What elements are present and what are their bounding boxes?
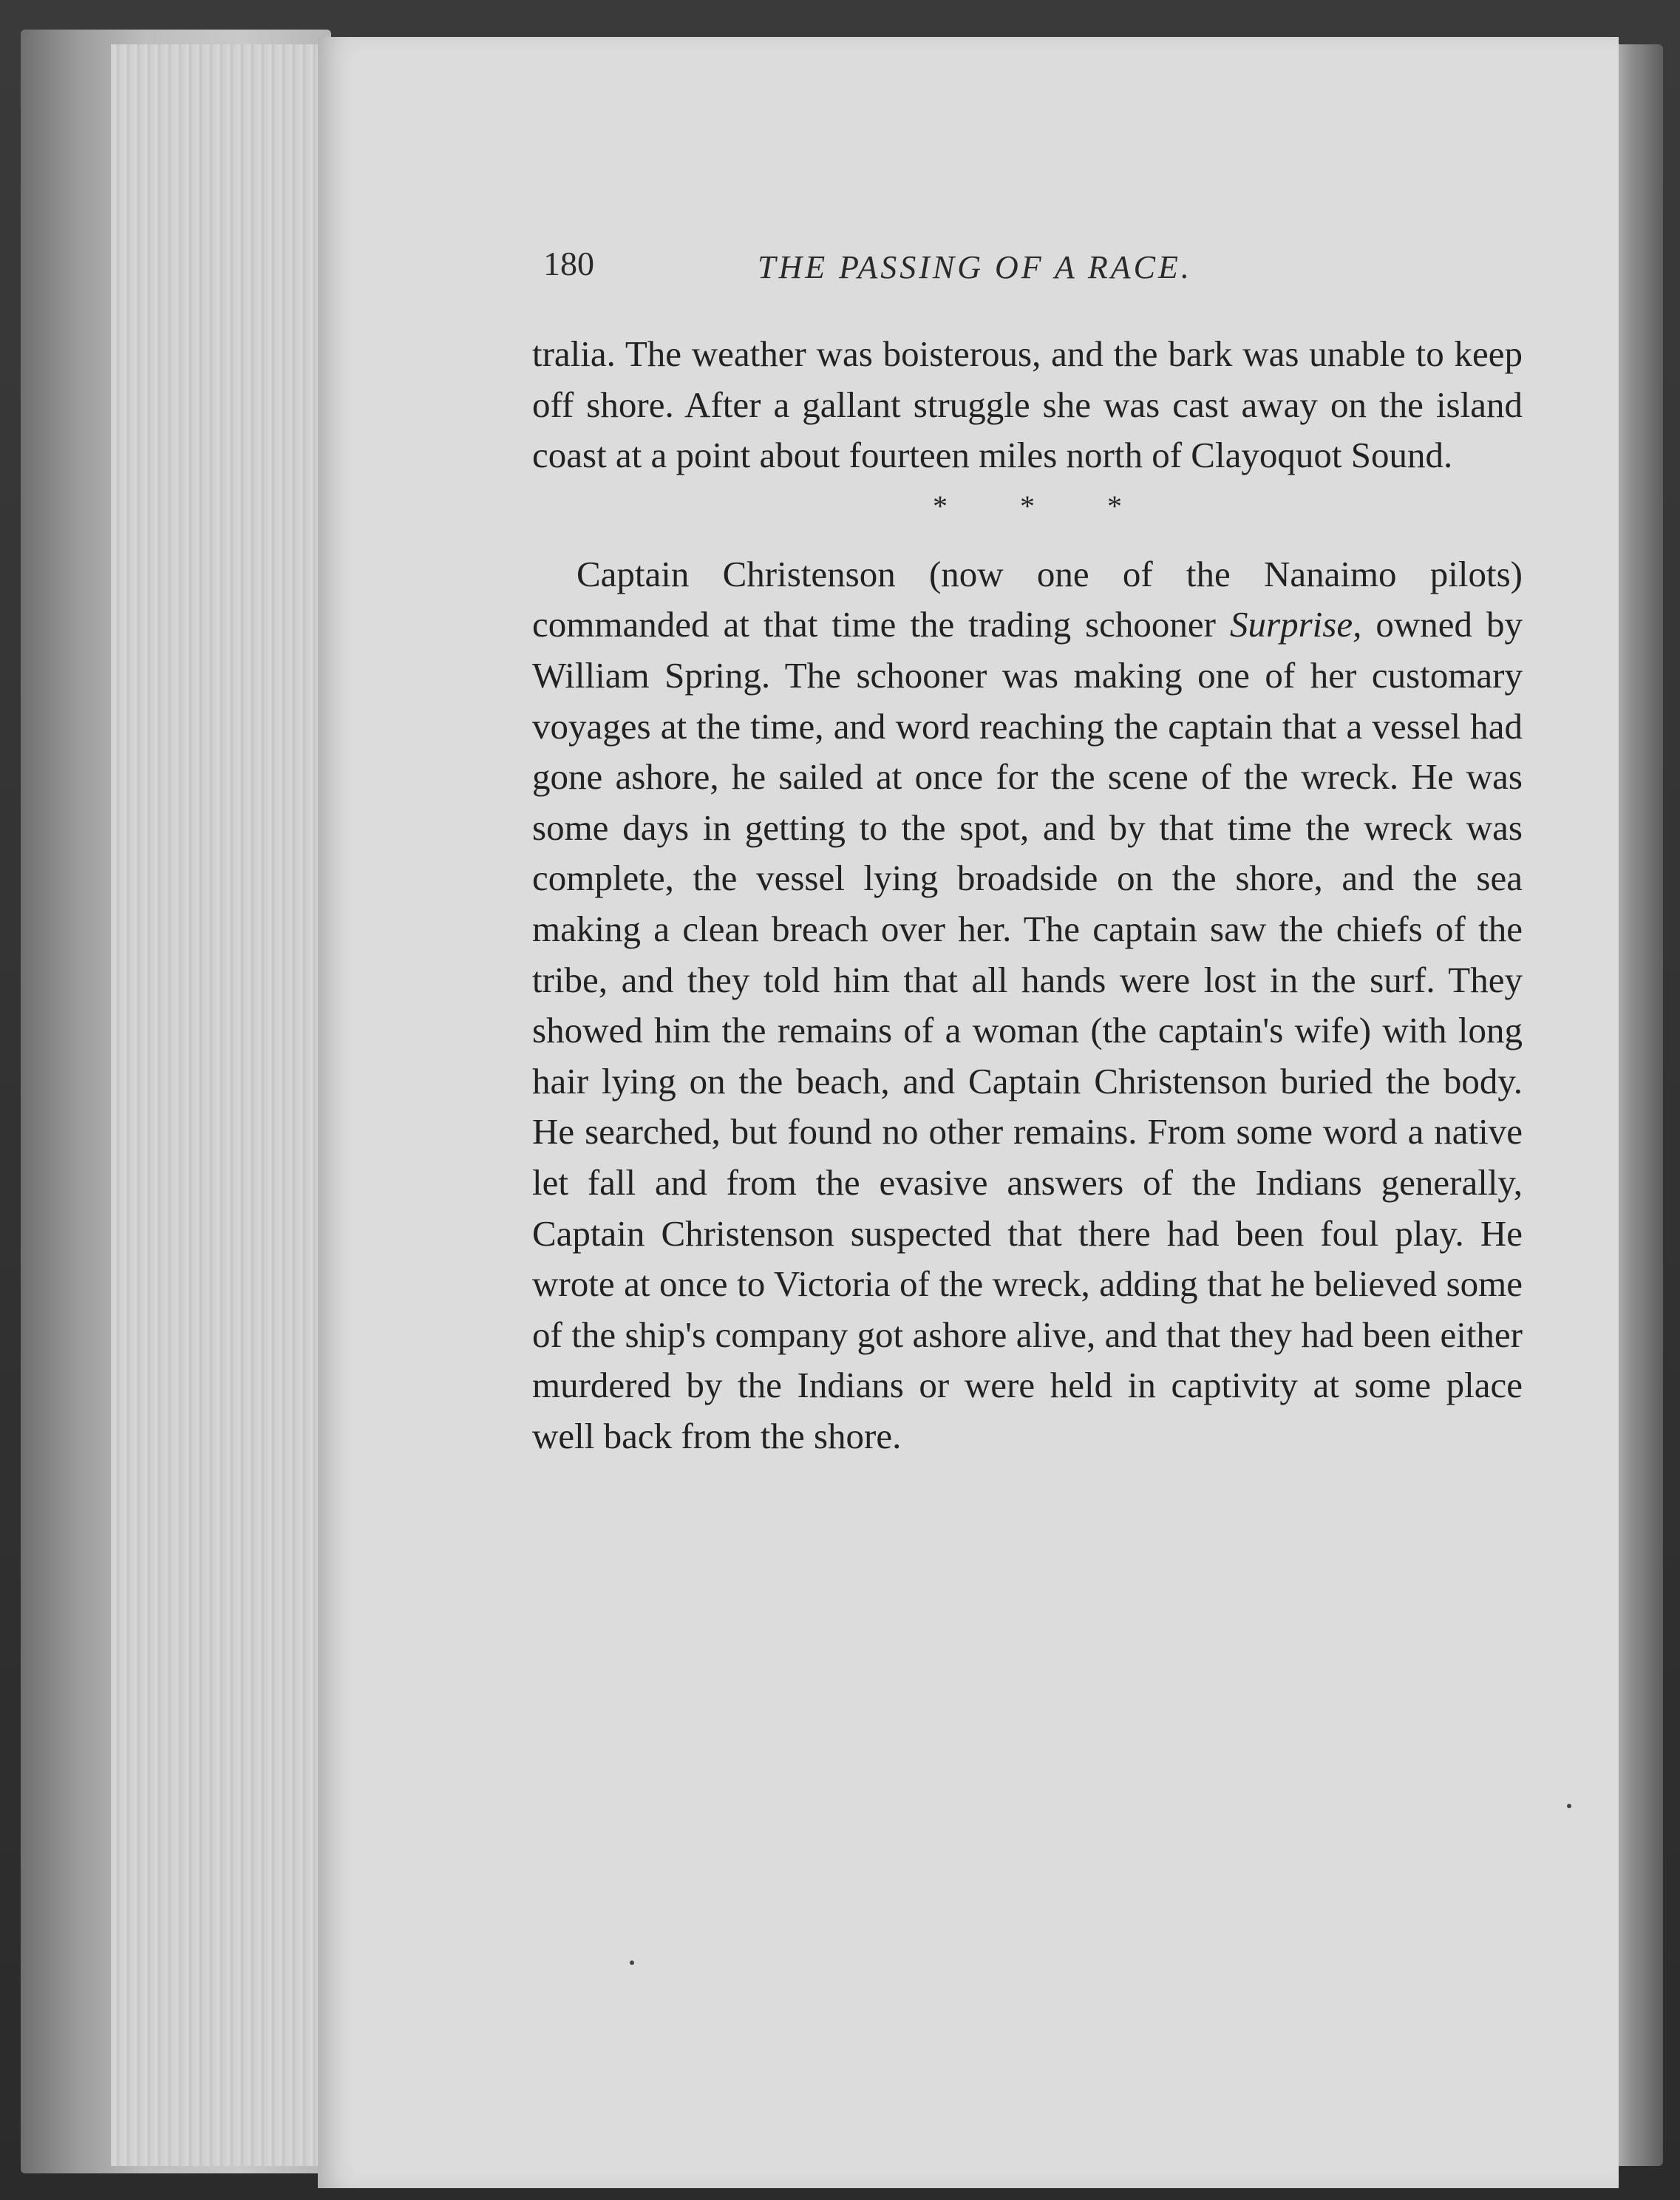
body-text	[532, 329, 1523, 1461]
scan-speck	[1567, 1804, 1571, 1808]
paragraph-1: tralia. The weather was boisterous, and the bark was unable to keep off shore. After a gallant struggle she was cast away on the island coast at a point about fourteen miles north of Clayoquot Sound.	[532, 333, 1523, 476]
page-header	[543, 244, 1519, 296]
paragraph-2-start: Captain Christenson (now one of the Nanaimo pilots) commanded at that time the trading schooner	[532, 553, 1523, 645]
page-number: 180	[543, 245, 594, 282]
paragraph-2	[532, 549, 1523, 1462]
paragraph-2-rest: owned by William Spring. The schooner was making one of her customary voyages at the time, and word reaching the captain that a vessel had gone ashore, he sailed at once for the scene of the wreck. He was some days in getting to the spot, and by that time the wreck was complete, the vessel lying broadside on the shore, and the sea making a clean breach over her. The captain saw the chiefs of the tribe, and they told him that all hands were lost in the surf. They showed him the remains of a woman (the captain's wife) with long hair lying on the beach, and Captain Christenson buried the body. He searched, but found no other remains. From some word a native let fall and from the evasive answers of the Indians generally, Captain Christenson suspected that there had been foul play. He wrote at once to Victoria of the wreck, adding that he believed some of the ship's company got ashore alive, and that they had been either murdered by the Indians or were held in captivity at some place well back from the shore.	[532, 604, 1523, 1456]
page-edge-right	[1611, 44, 1663, 2166]
scan-speck	[630, 1960, 634, 1965]
section-separator: * * *	[933, 489, 1154, 523]
running-head: THE PASSING OF A RACE.	[758, 249, 1192, 285]
page-edges	[111, 44, 333, 2166]
ship-name: Surprise,	[1230, 604, 1362, 645]
